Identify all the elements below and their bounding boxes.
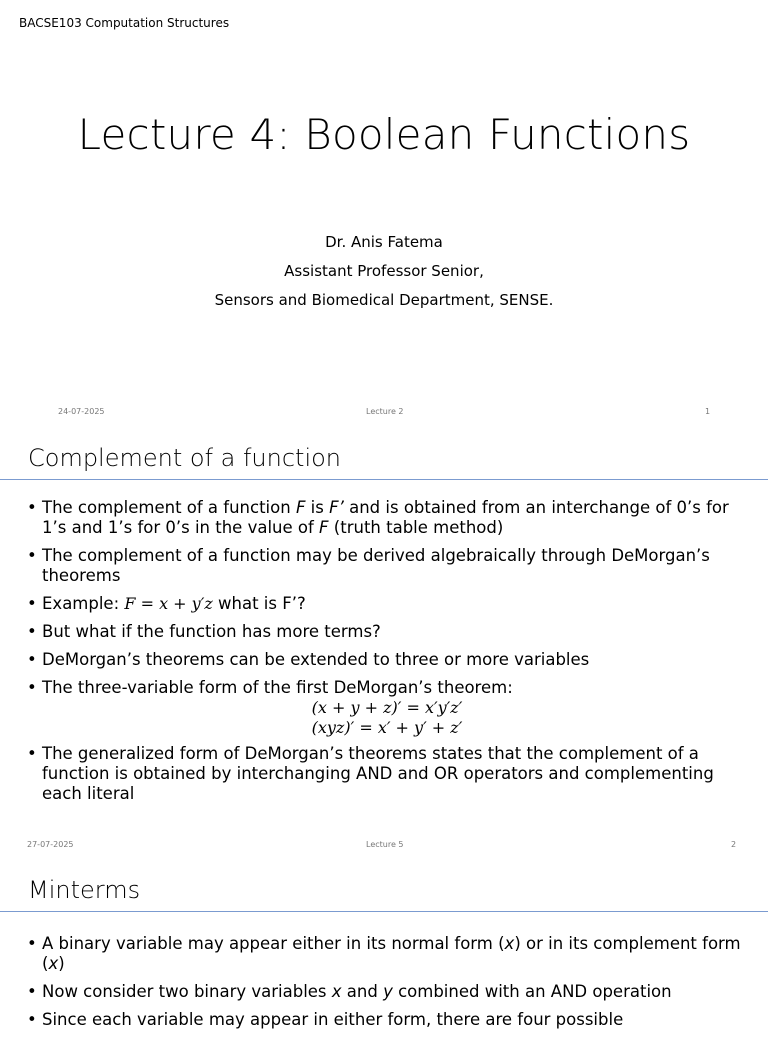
author-block bbox=[0, 228, 768, 315]
bullet-item: • Example: F = x + y′z what is F’? bbox=[27, 594, 747, 614]
equation: F = x + y′z bbox=[124, 594, 213, 613]
bullet-item: • Now consider two binary variables x and y combined with an AND operation bbox=[27, 982, 747, 1002]
bullet-item: • The generalized form of DeMorgan’s theorems states that the complement of a function is obtained by interchanging AND and OR operators and complementing each literal bbox=[27, 744, 747, 804]
equation: (xyz)′ = x′ + y′ + z′ bbox=[311, 718, 463, 737]
bullet-item: • Since each variable may appear in either form, there are four possible bbox=[27, 1010, 747, 1030]
author-position: Assistant Professor Senior, bbox=[284, 262, 484, 280]
title-underline bbox=[0, 911, 768, 912]
equation: (x + y + z)′ = x′y′z′ bbox=[311, 698, 463, 717]
footer-page-number: 2 bbox=[731, 840, 737, 849]
title-underline bbox=[0, 479, 768, 480]
slide-1 bbox=[0, 0, 768, 430]
bullet-item: • The three-variable form of the first DeMorgan’s theorem: (x + y + z)′ = x′y′z′ (xyz)′ = x′ + y′ + z′ bbox=[27, 678, 747, 738]
slide-title: Minterms bbox=[28, 876, 141, 904]
slide-3 bbox=[0, 862, 768, 1029]
slide-title: Complement of a function bbox=[28, 444, 342, 472]
footer-lecture: Lecture 2 bbox=[366, 407, 404, 416]
footer-lecture: Lecture 5 bbox=[366, 840, 404, 849]
lecture-title: Lecture 4: Boolean Functions bbox=[77, 110, 691, 159]
author-name: Dr. Anis Fatema bbox=[325, 233, 443, 251]
footer-page-number: 1 bbox=[705, 407, 711, 416]
slide-2 bbox=[0, 430, 768, 862]
bullet-item: • But what if the function has more terms? bbox=[27, 622, 747, 642]
bullet-item: • The complement of a function may be derived algebraically through DeMorgan’s theorems bbox=[27, 546, 747, 586]
footer-date: 24-07-2025 bbox=[58, 407, 105, 416]
bullet-list bbox=[27, 498, 747, 812]
bullet-item: • The complement of a function F is F’ and is obtained from an interchange of 0’s for 1’s and 1’s for 0’s in the value of F (truth table method) bbox=[27, 498, 747, 538]
course-name: BACSE103 Computation Structures bbox=[19, 16, 230, 30]
author-department: Sensors and Biomedical Department, SENSE. bbox=[214, 291, 554, 309]
footer-date: 27-07-2025 bbox=[27, 840, 74, 849]
bullet-item: • A binary variable may appear either in its normal form (x) or in its complement form (x) bbox=[27, 934, 747, 974]
bullet-list bbox=[27, 934, 747, 1038]
bullet-item: • DeMorgan’s theorems can be extended to three or more variables bbox=[27, 650, 747, 670]
